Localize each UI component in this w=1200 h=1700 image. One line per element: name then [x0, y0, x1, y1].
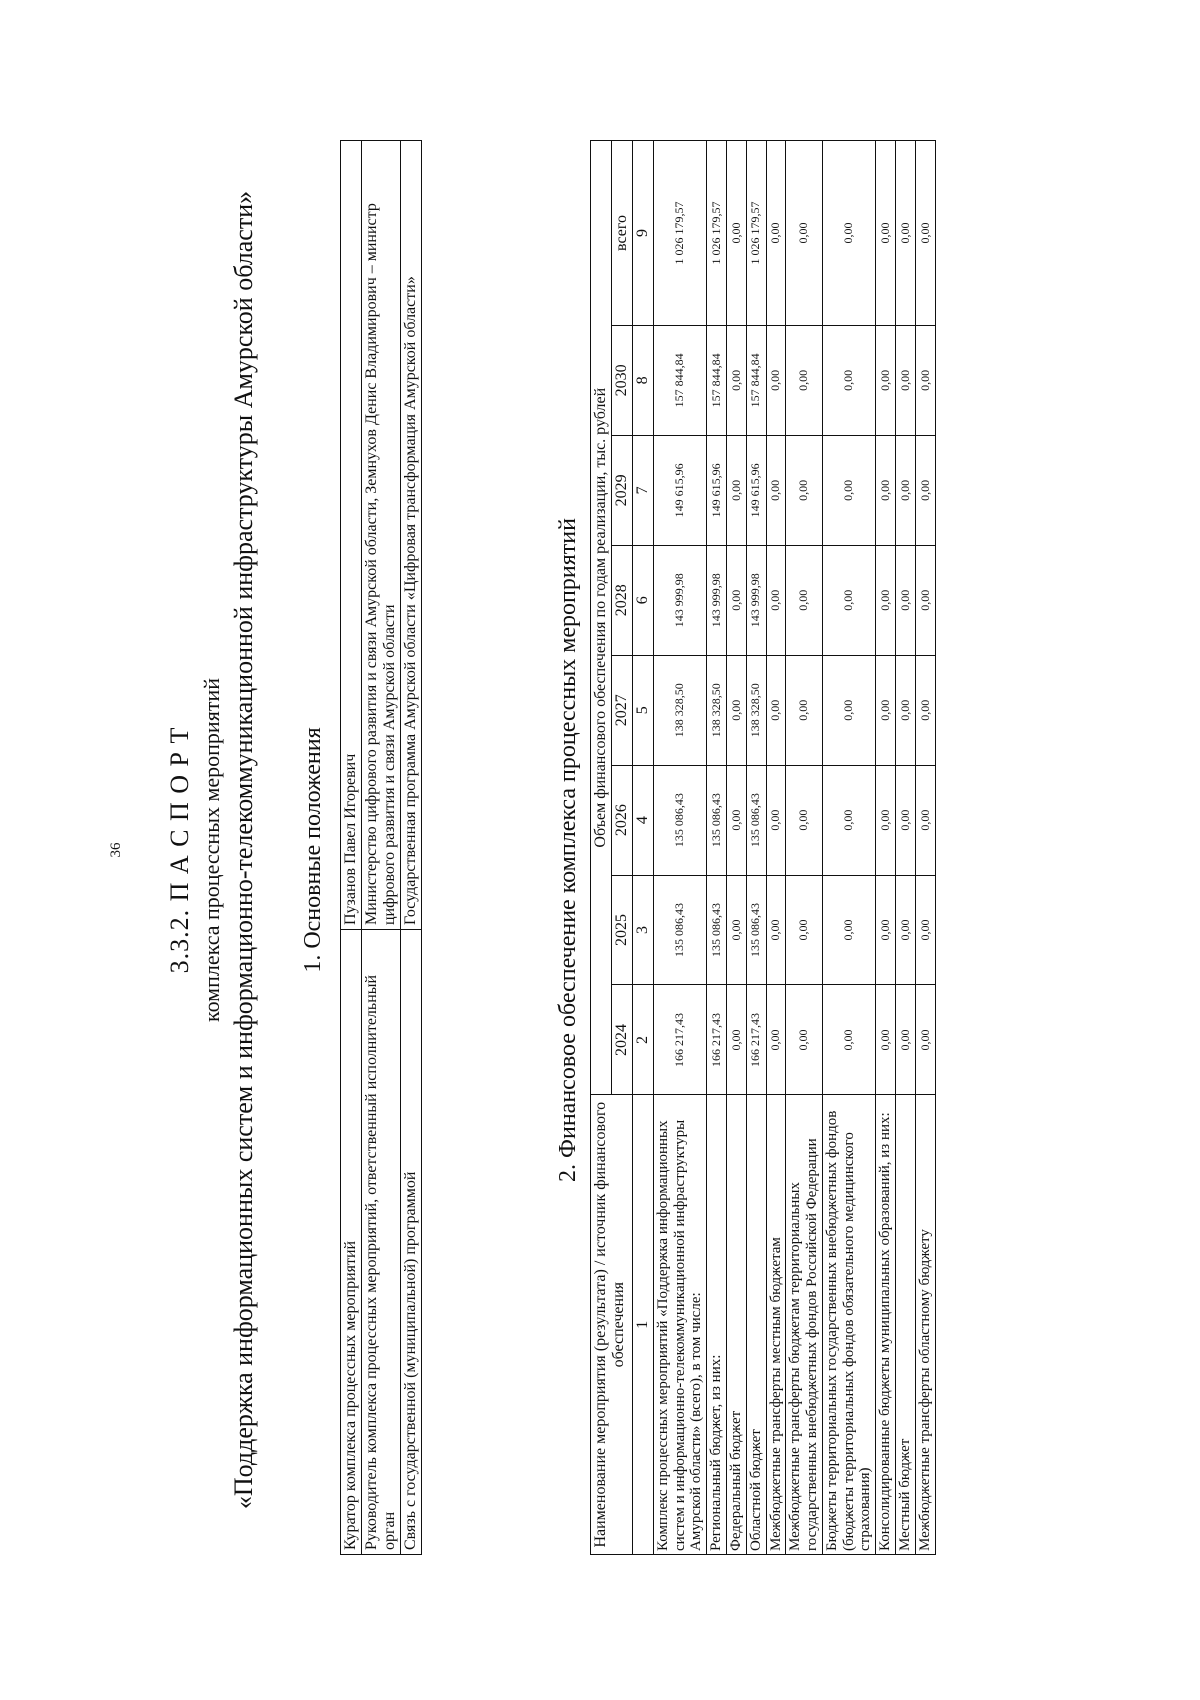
section2-heading: 2. Финансовое обеспечение комплекса процессных мероприятий	[555, 518, 581, 1182]
table-row	[822, 141, 875, 1555]
row-value: 149 615,96	[707, 435, 727, 545]
title-sub: комплекса процессных мероприятий	[199, 678, 224, 1022]
year-header: 2029	[611, 435, 632, 545]
row-name: Областной бюджет	[746, 1095, 766, 1555]
row-name: Федеральный бюджет	[726, 1095, 746, 1555]
page-number: 36	[108, 842, 124, 858]
row-value: 0,00	[726, 875, 746, 985]
column-index: 2	[632, 985, 653, 1095]
row-value: 0,00	[915, 765, 935, 875]
row-value: 0,00	[786, 545, 823, 655]
row-value: 138 328,50	[746, 655, 766, 765]
row-value: 0,00	[896, 655, 916, 765]
row-value: 0,00	[915, 875, 935, 985]
column-index: 8	[632, 325, 653, 435]
header-index-row	[632, 141, 653, 1555]
table-row	[786, 141, 823, 1555]
row-value: 166 217,43	[746, 985, 766, 1095]
row-label: Связь с государственной (муниципальной) программой	[400, 930, 421, 1555]
section1-heading: 1. Основные положения	[300, 727, 326, 973]
row-name: Бюджеты территориальных государственных внебюджетных фондов (бюджеты территориальных фондов обязательного медицинского страхования)	[822, 1095, 875, 1555]
year-header: 2027	[611, 655, 632, 765]
row-value: 0,00	[896, 765, 916, 875]
row-value: 0,00	[766, 765, 786, 875]
row-value: 0,00	[876, 325, 896, 435]
table-row	[400, 141, 421, 1555]
row-value: 0,00	[766, 985, 786, 1095]
title-name: «Поддержка информационных систем и информационно-телекоммуникационной инфраструктуры Амурской области»	[229, 190, 258, 1510]
table-row	[915, 141, 935, 1555]
row-value: 0,00	[766, 655, 786, 765]
row-value: 0,00	[786, 765, 823, 875]
column-index: 5	[632, 655, 653, 765]
row-value: 138 328,50	[707, 655, 727, 765]
row-value: 0,00	[726, 545, 746, 655]
year-header: 2026	[611, 765, 632, 875]
row-value: 0,00	[726, 765, 746, 875]
table-row	[707, 141, 727, 1555]
row-value: 0,00	[726, 141, 746, 326]
row-value: 0,00	[896, 435, 916, 545]
row-value: 0,00	[876, 765, 896, 875]
row-label: Руководитель комплекса процессных мероприятий, ответственный исполнительный орган	[361, 930, 400, 1555]
row-label: Куратор комплекса процессных мероприятий	[341, 930, 362, 1555]
row-value: 1 026 179,57	[653, 141, 706, 326]
row-name: Консолидированные бюджеты муниципальных образований, из них:	[876, 1095, 896, 1555]
row-value: 138 328,50	[653, 655, 706, 765]
column-index: 9	[632, 141, 653, 326]
row-value: 135 086,43	[746, 875, 766, 985]
row-value: 0,00	[786, 985, 823, 1095]
row-value: 166 217,43	[707, 985, 727, 1095]
column-index: 6	[632, 545, 653, 655]
row-value: 0,00	[896, 545, 916, 655]
row-value: 135 086,43	[707, 765, 727, 875]
row-name: Региональный бюджет, из них:	[707, 1095, 727, 1555]
row-value: 0,00	[915, 655, 935, 765]
row-value: 0,00	[726, 985, 746, 1095]
row-value: 0,00	[766, 325, 786, 435]
row-value: 0,00	[822, 655, 875, 765]
row-value: 149 615,96	[746, 435, 766, 545]
row-value: 157 844,84	[746, 325, 766, 435]
row-value: 0,00	[822, 435, 875, 545]
row-value: 166 217,43	[653, 985, 706, 1095]
basic-info-table	[340, 140, 422, 1555]
row-value: 0,00	[915, 325, 935, 435]
row-value: Министерство цифрового развития и связи Амурской области, Земнухов Денис Владимирович – министр цифрового развития и связи Амурской области	[361, 141, 400, 930]
row-value: 143 999,98	[707, 545, 727, 655]
row-value: 135 086,43	[653, 765, 706, 875]
table-row	[746, 141, 766, 1555]
row-value: 0,00	[766, 875, 786, 985]
row-value: 0,00	[896, 875, 916, 985]
row-value: 0,00	[915, 141, 935, 326]
row-value: 0,00	[786, 655, 823, 765]
row-value: 0,00	[876, 435, 896, 545]
table-row	[726, 141, 746, 1555]
row-value: 0,00	[766, 545, 786, 655]
column-index: 3	[632, 875, 653, 985]
row-value: 0,00	[786, 435, 823, 545]
row-value: 0,00	[726, 655, 746, 765]
column-index: 7	[632, 435, 653, 545]
table-row	[766, 141, 786, 1555]
row-value: 1 026 179,57	[707, 141, 727, 326]
row-value: 0,00	[896, 141, 916, 326]
table-row	[876, 141, 896, 1555]
row-value: 0,00	[876, 545, 896, 655]
row-value: 0,00	[822, 545, 875, 655]
row-value: 0,00	[726, 325, 746, 435]
row-value: 0,00	[786, 875, 823, 985]
row-value: 157 844,84	[653, 325, 706, 435]
row-value: 0,00	[766, 141, 786, 326]
year-header: 2028	[611, 545, 632, 655]
year-header: 2025	[611, 875, 632, 985]
row-name: Межбюджетные трансферты местным бюджетам	[766, 1095, 786, 1555]
row-value: 135 086,43	[653, 875, 706, 985]
row-value: 0,00	[915, 435, 935, 545]
title-main: 3.3.2. П А С П О Р Т	[165, 726, 194, 974]
row-value: 0,00	[786, 141, 823, 326]
year-header: 2030	[611, 325, 632, 435]
financing-table	[590, 140, 936, 1555]
row-name: Местный бюджет	[896, 1095, 916, 1555]
row-value: 0,00	[876, 141, 896, 326]
row-value: 1 026 179,57	[746, 141, 766, 326]
row-value: 0,00	[822, 765, 875, 875]
header-row	[591, 141, 612, 1555]
row-value: 0,00	[896, 985, 916, 1095]
row-value: 0,00	[726, 435, 746, 545]
row-value: Государственная программа Амурской области «Цифровая трансформация Амурской области»	[400, 141, 421, 930]
row-value: 0,00	[876, 875, 896, 985]
row-value: 0,00	[822, 875, 875, 985]
row-value: 135 086,43	[746, 765, 766, 875]
column-index: 4	[632, 765, 653, 875]
row-value: 0,00	[822, 985, 875, 1095]
row-value: 149 615,96	[653, 435, 706, 545]
row-name: Межбюджетные трансферты бюджетам территориальных государственных внебюджетных фондов Российской Федерации	[786, 1095, 823, 1555]
table-row	[653, 141, 706, 1555]
row-value: 0,00	[822, 141, 875, 326]
row-value: 0,00	[915, 545, 935, 655]
row-value: 0,00	[915, 985, 935, 1095]
row-value: 143 999,98	[653, 545, 706, 655]
header-volume: Объем финансового обеспечения по годам реализации, тыс. рублей	[591, 141, 612, 1095]
row-value: 0,00	[822, 325, 875, 435]
table-row	[361, 141, 400, 1555]
row-value: 143 999,98	[746, 545, 766, 655]
column-index: 1	[632, 1095, 653, 1555]
row-value: 157 844,84	[707, 325, 727, 435]
year-header: всего	[611, 141, 632, 326]
row-name: Межбюджетные трансферты областному бюджету	[915, 1095, 935, 1555]
row-value: 0,00	[896, 325, 916, 435]
row-value: 135 086,43	[707, 875, 727, 985]
row-value: 0,00	[786, 325, 823, 435]
header-name-col: Наименование мероприятия (результата) / источник финансового обеспечения	[591, 1095, 633, 1555]
row-value: 0,00	[766, 435, 786, 545]
table-row	[896, 141, 916, 1555]
document-title	[165, 100, 259, 1600]
row-value: 0,00	[876, 655, 896, 765]
row-value: 0,00	[876, 985, 896, 1095]
year-header: 2024	[611, 985, 632, 1095]
row-name: Комплекс процессных мероприятий «Поддержка информационных систем и информационно-телекоммуникационной инфраструктуры Амурской области» (всего), в том числе:	[653, 1095, 706, 1555]
row-value: Пузанов Павел Игоревич	[341, 141, 362, 930]
table-row	[341, 141, 362, 1555]
